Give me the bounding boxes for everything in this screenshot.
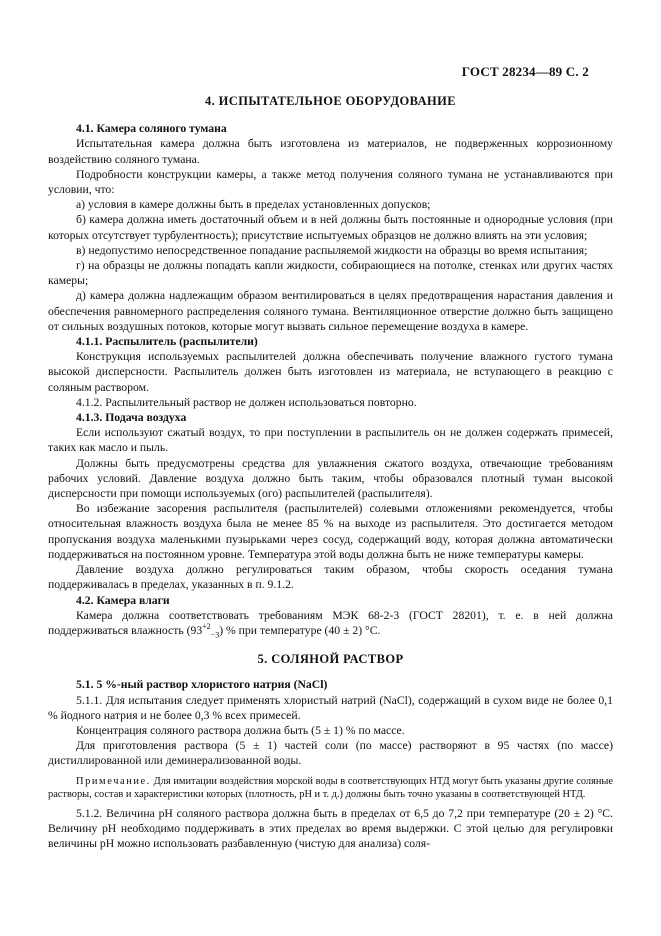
list-item: г) на образцы не должны попадать капли жидкости, собирающиеся на потолке, стенках или других частях камеры; [48, 259, 613, 288]
note [48, 775, 613, 802]
paragraph: Если используют сжатый воздух, то при поступлении в распылитель он не должен содержать примесей, таких как масло и пыль. [48, 426, 613, 455]
list-item: а) условия в камере должны быть в пределах установленных допусков; [76, 198, 431, 212]
humidity-text-b: ) % при температуре (40 ± 2) °С. [219, 623, 381, 637]
paragraph: Конструкция используемых распылителей должна обеспечивать получение влажного густого тумана высокой дисперсности. Распылитель должен быть изготовлен из материала, не вступающего в реакцию с соляным раствором. [48, 350, 613, 394]
running-header: ГОСТ 28234—89 С. 2 [461, 64, 589, 79]
list-item: д) камера должна надлежащим образом вентилироваться в целях предотвращения нарастания давления и обеспечения равномерного распределения соляного тумана. Вентиляционное отверстие должно быть защищено от сильных воздушных потоков, которые могут вызвать сильное перемещение воздуха в камере. [48, 289, 613, 333]
clause-4-2-heading: 4.2. Камера влаги [76, 593, 170, 607]
clause-4-1-3-heading: 4.1.3. Подача воздуха [76, 411, 187, 425]
list-item: б) камера должна иметь достаточный объем и в ней должны быть постоянные и однородные условия (при которых отсутствует турбулентность); присутствие испытуемых образцов не должно влиять на эти условия; [48, 213, 613, 242]
paragraph: Давление воздуха должно регулироваться таким образом, чтобы скорость оседания тумана поддерживалась в пределах, указанных в п. 9.1.2. [48, 563, 613, 592]
section-4-title: 4. ИСПЫТАТЕЛЬНОЕ ОБОРУДОВАНИЕ [204, 94, 457, 108]
paragraph: 5.1.2. Величина рН соляного раствора должна быть в пределах от 6,5 до 7,2 при температуре (20 ± 2) °С. Величину рН необходимо поддерживать в этих пределах во время выдержки. С этой целью для регулировки величины рН можно использовать разбавленную (чистую для анализа) соля- [48, 806, 613, 850]
humidity-text-a: Камера должна соответствовать требованиям МЭК 68-2-3 (ГОСТ 28201), т. е. в ней должна поддерживаться влажность (93 [48, 608, 613, 637]
clause-4-1-2: 4.1.2. Распылительный раствор не должен использоваться повторно. [76, 395, 417, 409]
humidity-tolerance-plus: +2 [202, 622, 211, 632]
paragraph: Должны быть предусмотрены средства для увлажнения сжатого воздуха, отвечающие требованиям рабочих условий. Давление воздуха должно быть таким, чтобы образовался плотный туман высокой дисперсности при помощи используемых (ого) распылителей (распылителя). [48, 456, 613, 501]
section-5-title: 5. СОЛЯНОЙ РАСТВОР [257, 652, 404, 667]
paragraph: Концентрация соляного раствора должна быть (5 ± 1) % по массе. [76, 723, 405, 737]
document-body [48, 90, 613, 851]
humidity-tolerance-minus: −3 [210, 630, 220, 640]
clause-4-1-1-heading: 4.1.1. Распылитель (распылители) [76, 335, 258, 349]
clause-5-1-heading: 5.1. 5 %-ный раствор хлористого натрия (NaCl) [76, 678, 328, 692]
paragraph: Во избежание засорения распылителя (распылителей) солевыми отложениями рекомендуется, чтобы относительная влажность воздуха была не менее 85 % на выходе из распылителя. Это достигается методом пропускания воздуха маленькими пузырьками через сосуд, содержащий воду, которая должна автоматически поддерживаться на постоянном уровне. Температура этой воды должна быть не ниже температуры камеры. [48, 502, 613, 561]
note-text: Для имитации воздействия морской воды в соответствующих НТД могут быть указаны другие соляные растворы, состав и характеристики которых (плотность, рН и т. д.) должны быть точно указаны в соответствующей НТД. [48, 775, 613, 801]
paragraph: Для приготовления раствора (5 ± 1) частей соли (по массе) растворяют в 95 частях (по массе) дистиллированной или деминерализованной воды. [48, 739, 613, 768]
paragraph: 5.1.1. Для испытания следует применять хлористый натрий (NaCl), содержащий в сухом виде не более 0,1 % йодного натрия и не более 0,3 % всех примесей. [48, 693, 613, 722]
paragraph: Испытательная камера должна быть изготовлена из материалов, не подверженных коррозионному воздействию соляного тумана. [48, 137, 613, 166]
clause-4-1-heading: 4.1. Камера соляного тумана [76, 122, 227, 136]
paragraph-humidity [48, 608, 613, 638]
note-label: Примечание. [76, 775, 151, 787]
list-item: в) недопустимо непосредственное попадание распыляемой жидкости на образцы во время испытания; [76, 243, 588, 257]
paragraph: Подробности конструкции камеры, а также метод получения соляного тумана не устанавливаются при условии, что: [48, 167, 613, 197]
